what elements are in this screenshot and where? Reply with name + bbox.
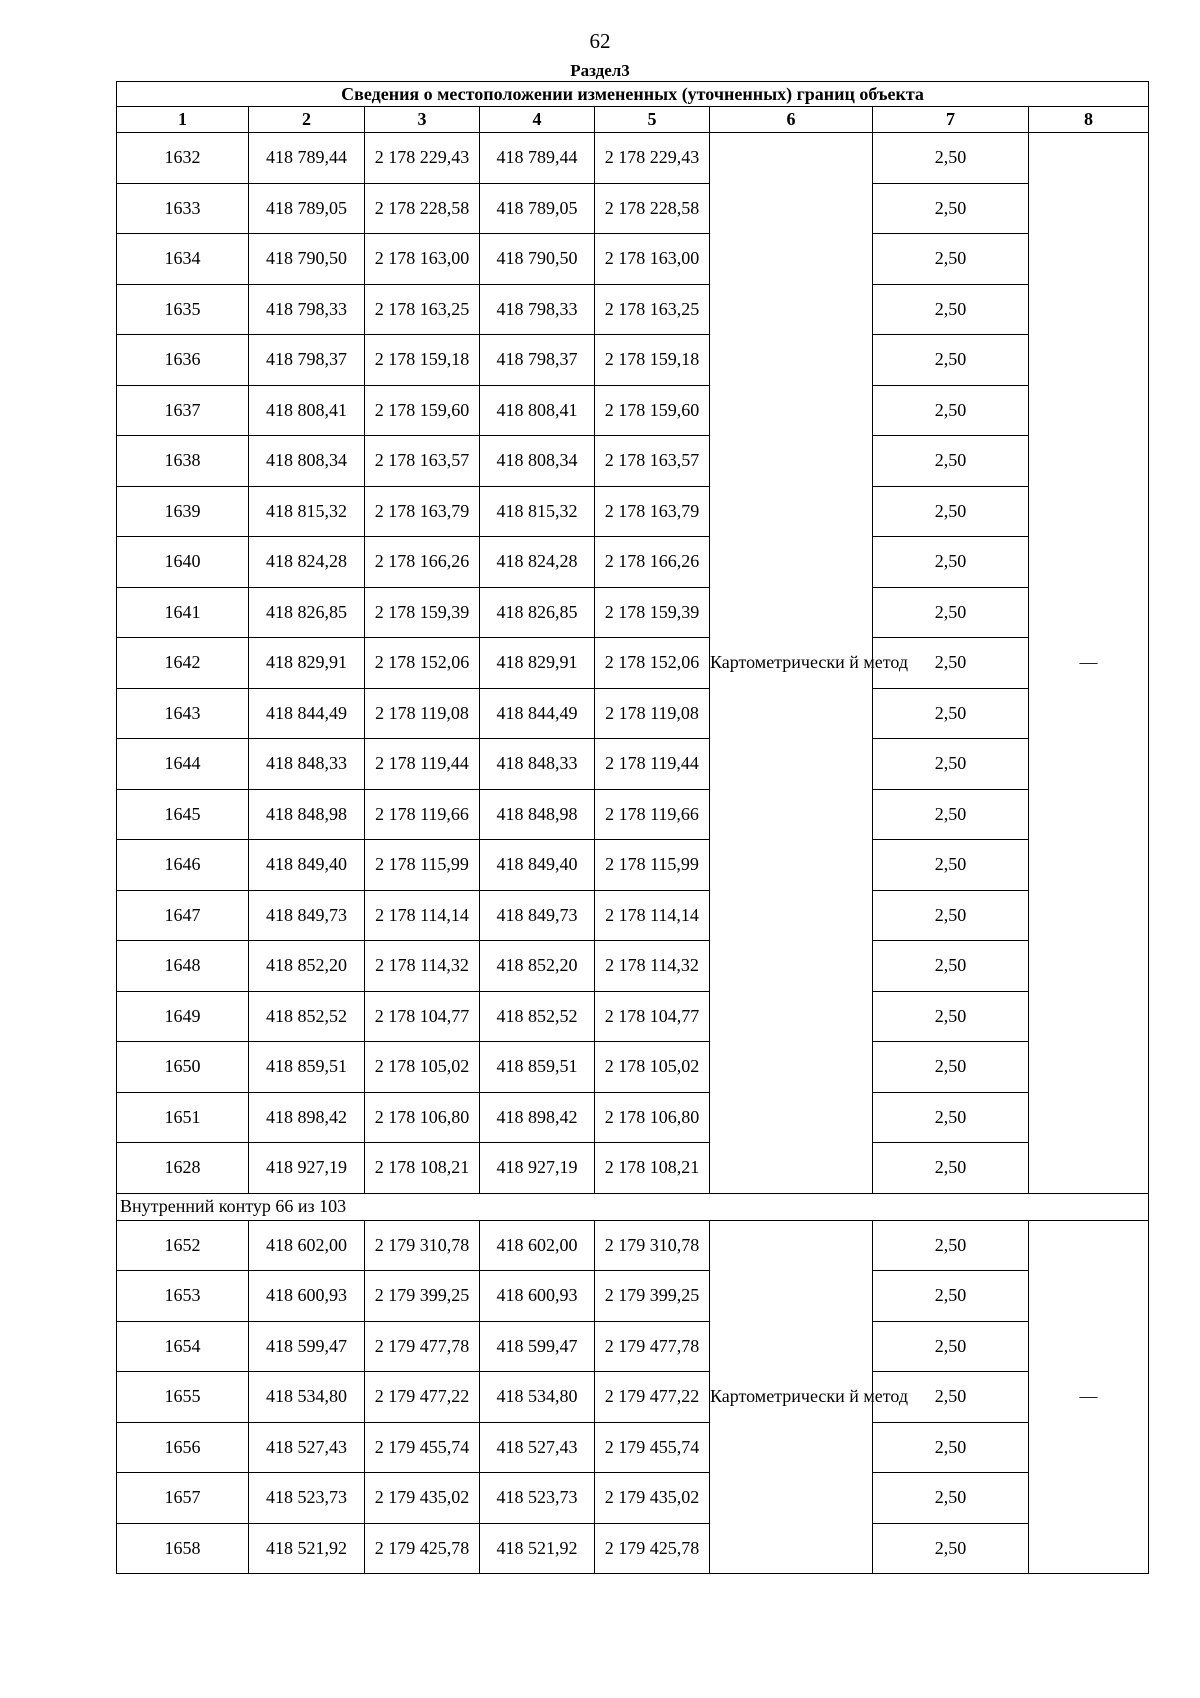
table-row <box>117 133 1149 184</box>
x-existing-cell: 418 826,85 <box>249 587 365 638</box>
point-number-cell: 1658 <box>117 1523 249 1574</box>
accuracy-cell: 2,50 <box>873 1092 1029 1143</box>
point-number-cell: 1654 <box>117 1321 249 1372</box>
x-new-cell: 418 824,28 <box>480 537 595 588</box>
accuracy-cell: 2,50 <box>873 789 1029 840</box>
accuracy-cell: 2,50 <box>873 1523 1029 1574</box>
x-new-cell: 418 849,40 <box>480 840 595 891</box>
y-new-cell: 2 178 229,43 <box>595 133 710 184</box>
point-number-cell: 1650 <box>117 1042 249 1093</box>
accuracy-cell: 2,50 <box>873 1271 1029 1322</box>
x-new-cell: 418 600,93 <box>480 1271 595 1322</box>
accuracy-cell: 2,50 <box>873 638 1029 689</box>
x-existing-cell: 418 815,32 <box>249 486 365 537</box>
table-row <box>117 890 1149 941</box>
table-row <box>117 840 1149 891</box>
x-new-cell: 418 527,43 <box>480 1422 595 1473</box>
accuracy-cell: 2,50 <box>873 587 1029 638</box>
x-existing-cell: 418 798,37 <box>249 335 365 386</box>
accuracy-cell: 2,50 <box>873 991 1029 1042</box>
point-number-cell: 1645 <box>117 789 249 840</box>
x-existing-cell: 418 808,34 <box>249 436 365 487</box>
y-existing-cell: 2 178 159,18 <box>365 335 480 386</box>
point-number-cell: 1633 <box>117 183 249 234</box>
y-new-cell: 2 179 477,78 <box>595 1321 710 1372</box>
accuracy-cell: 2,50 <box>873 335 1029 386</box>
y-new-cell: 2 179 399,25 <box>595 1271 710 1322</box>
x-existing-cell: 418 859,51 <box>249 1042 365 1093</box>
point-number-cell: 1640 <box>117 537 249 588</box>
y-existing-cell: 2 178 115,99 <box>365 840 480 891</box>
table-row <box>117 1422 1149 1473</box>
point-number-cell: 1637 <box>117 385 249 436</box>
y-new-cell: 2 179 477,22 <box>595 1372 710 1423</box>
accuracy-cell: 2,50 <box>873 234 1029 285</box>
point-number-cell: 1651 <box>117 1092 249 1143</box>
table-row <box>117 941 1149 992</box>
point-number-cell: 1635 <box>117 284 249 335</box>
y-existing-cell: 2 178 119,66 <box>365 789 480 840</box>
accuracy-cell: 2,50 <box>873 436 1029 487</box>
table-row <box>117 1042 1149 1093</box>
y-existing-cell: 2 178 104,77 <box>365 991 480 1042</box>
column-number: 2 <box>249 107 365 133</box>
y-new-cell: 2 178 163,25 <box>595 284 710 335</box>
table-caption: Сведения о местоположении измененных (уточненных) границ объекта <box>117 82 1149 107</box>
point-number-cell: 1655 <box>117 1372 249 1423</box>
x-existing-cell: 418 527,43 <box>249 1422 365 1473</box>
x-new-cell: 418 523,73 <box>480 1473 595 1524</box>
contour-label: Внутренний контур 66 из 103 <box>117 1193 1149 1220</box>
point-number-cell: 1647 <box>117 890 249 941</box>
table-row <box>117 1271 1149 1322</box>
accuracy-cell: 2,50 <box>873 1422 1029 1473</box>
accuracy-cell: 2,50 <box>873 1220 1029 1271</box>
y-existing-cell: 2 178 152,06 <box>365 638 480 689</box>
y-new-cell: 2 178 159,39 <box>595 587 710 638</box>
accuracy-cell: 2,50 <box>873 1372 1029 1423</box>
x-existing-cell: 418 848,33 <box>249 739 365 790</box>
y-existing-cell: 2 178 119,44 <box>365 739 480 790</box>
x-new-cell: 418 826,85 <box>480 587 595 638</box>
x-new-cell: 418 789,44 <box>480 133 595 184</box>
x-existing-cell: 418 844,49 <box>249 688 365 739</box>
point-number-cell: 1642 <box>117 638 249 689</box>
y-existing-cell: 2 178 229,43 <box>365 133 480 184</box>
x-new-cell: 418 599,47 <box>480 1321 595 1372</box>
y-new-cell: 2 178 104,77 <box>595 991 710 1042</box>
column-number: 5 <box>595 107 710 133</box>
x-existing-cell: 418 829,91 <box>249 638 365 689</box>
table-row <box>117 1321 1149 1372</box>
y-existing-cell: 2 179 435,02 <box>365 1473 480 1524</box>
point-number-cell: 1632 <box>117 133 249 184</box>
y-existing-cell: 2 178 106,80 <box>365 1092 480 1143</box>
x-existing-cell: 418 790,50 <box>249 234 365 285</box>
accuracy-cell: 2,50 <box>873 1143 1029 1194</box>
y-new-cell: 2 178 159,18 <box>595 335 710 386</box>
y-existing-cell: 2 178 163,00 <box>365 234 480 285</box>
page-number: 62 <box>589 29 611 53</box>
y-existing-cell: 2 179 477,22 <box>365 1372 480 1423</box>
point-number-cell: 1646 <box>117 840 249 891</box>
accuracy-cell: 2,50 <box>873 688 1029 739</box>
y-new-cell: 2 178 106,80 <box>595 1092 710 1143</box>
x-new-cell: 418 790,50 <box>480 234 595 285</box>
x-existing-cell: 418 852,20 <box>249 941 365 992</box>
x-new-cell: 418 898,42 <box>480 1092 595 1143</box>
table-row <box>117 1220 1149 1271</box>
table-row <box>117 284 1149 335</box>
table-body <box>117 133 1149 1574</box>
point-number-cell: 1634 <box>117 234 249 285</box>
table-row <box>117 991 1149 1042</box>
y-new-cell: 2 179 310,78 <box>595 1220 710 1271</box>
y-existing-cell: 2 178 105,02 <box>365 1042 480 1093</box>
point-number-cell: 1648 <box>117 941 249 992</box>
y-existing-cell: 2 178 159,60 <box>365 385 480 436</box>
y-existing-cell: 2 178 159,39 <box>365 587 480 638</box>
x-existing-cell: 418 521,92 <box>249 1523 365 1574</box>
point-number-cell: 1638 <box>117 436 249 487</box>
y-new-cell: 2 178 114,32 <box>595 941 710 992</box>
accuracy-cell: 2,50 <box>873 183 1029 234</box>
y-new-cell: 2 178 163,57 <box>595 436 710 487</box>
y-new-cell: 2 179 425,78 <box>595 1523 710 1574</box>
x-existing-cell: 418 824,28 <box>249 537 365 588</box>
x-new-cell: 418 852,20 <box>480 941 595 992</box>
y-new-cell: 2 179 455,74 <box>595 1422 710 1473</box>
boundary-coordinates-table <box>116 81 1149 1574</box>
accuracy-cell: 2,50 <box>873 739 1029 790</box>
table-row <box>117 638 1149 689</box>
y-existing-cell: 2 178 228,58 <box>365 183 480 234</box>
accuracy-cell: 2,50 <box>873 840 1029 891</box>
x-existing-cell: 418 602,00 <box>249 1220 365 1271</box>
y-existing-cell: 2 178 108,21 <box>365 1143 480 1194</box>
y-existing-cell: 2 178 114,14 <box>365 890 480 941</box>
column-8-cell: — <box>1029 133 1149 1194</box>
x-existing-cell: 418 852,52 <box>249 991 365 1042</box>
column-8-cell: — <box>1029 1220 1149 1574</box>
contour-header-row <box>117 1193 1149 1220</box>
x-existing-cell: 418 798,33 <box>249 284 365 335</box>
x-new-cell: 418 848,33 <box>480 739 595 790</box>
point-number-cell: 1657 <box>117 1473 249 1524</box>
column-number: 7 <box>873 107 1029 133</box>
x-existing-cell: 418 789,44 <box>249 133 365 184</box>
table-row <box>117 1092 1149 1143</box>
point-number-cell: 1636 <box>117 335 249 386</box>
y-new-cell: 2 178 159,60 <box>595 385 710 436</box>
x-new-cell: 418 798,37 <box>480 335 595 386</box>
table-row <box>117 183 1149 234</box>
section-title: Раздел3 <box>570 61 630 80</box>
y-existing-cell: 2 179 425,78 <box>365 1523 480 1574</box>
x-new-cell: 418 808,41 <box>480 385 595 436</box>
point-number-cell: 1649 <box>117 991 249 1042</box>
x-new-cell: 418 852,52 <box>480 991 595 1042</box>
y-new-cell: 2 178 166,26 <box>595 537 710 588</box>
y-new-cell: 2 178 115,99 <box>595 840 710 891</box>
y-existing-cell: 2 179 399,25 <box>365 1271 480 1322</box>
y-existing-cell: 2 178 163,79 <box>365 486 480 537</box>
accuracy-cell: 2,50 <box>873 1321 1029 1372</box>
table-row <box>117 688 1149 739</box>
y-new-cell: 2 178 119,44 <box>595 739 710 790</box>
x-existing-cell: 418 789,05 <box>249 183 365 234</box>
y-new-cell: 2 178 108,21 <box>595 1143 710 1194</box>
y-new-cell: 2 178 152,06 <box>595 638 710 689</box>
column-number: 8 <box>1029 107 1149 133</box>
x-existing-cell: 418 599,47 <box>249 1321 365 1372</box>
x-existing-cell: 418 898,42 <box>249 1092 365 1143</box>
table-row <box>117 789 1149 840</box>
y-existing-cell: 2 178 166,26 <box>365 537 480 588</box>
table-row <box>117 1143 1149 1194</box>
table-row <box>117 436 1149 487</box>
x-existing-cell: 418 849,73 <box>249 890 365 941</box>
x-new-cell: 418 789,05 <box>480 183 595 234</box>
accuracy-cell: 2,50 <box>873 486 1029 537</box>
point-number-cell: 1653 <box>117 1271 249 1322</box>
x-new-cell: 418 815,32 <box>480 486 595 537</box>
y-new-cell: 2 178 163,00 <box>595 234 710 285</box>
x-existing-cell: 418 600,93 <box>249 1271 365 1322</box>
table-row <box>117 234 1149 285</box>
y-existing-cell: 2 178 163,25 <box>365 284 480 335</box>
x-new-cell: 418 521,92 <box>480 1523 595 1574</box>
column-number: 3 <box>365 107 480 133</box>
x-existing-cell: 418 808,41 <box>249 385 365 436</box>
table-row <box>117 1523 1149 1574</box>
accuracy-cell: 2,50 <box>873 1042 1029 1093</box>
accuracy-cell: 2,50 <box>873 1473 1029 1524</box>
y-existing-cell: 2 179 310,78 <box>365 1220 480 1271</box>
x-new-cell: 418 844,49 <box>480 688 595 739</box>
x-existing-cell: 418 848,98 <box>249 789 365 840</box>
point-number-cell: 1656 <box>117 1422 249 1473</box>
x-existing-cell: 418 927,19 <box>249 1143 365 1194</box>
table-row <box>117 385 1149 436</box>
x-existing-cell: 418 534,80 <box>249 1372 365 1423</box>
y-new-cell: 2 178 119,08 <box>595 688 710 739</box>
x-new-cell: 418 829,91 <box>480 638 595 689</box>
x-existing-cell: 418 849,40 <box>249 840 365 891</box>
y-existing-cell: 2 178 119,08 <box>365 688 480 739</box>
x-new-cell: 418 927,19 <box>480 1143 595 1194</box>
y-new-cell: 2 179 435,02 <box>595 1473 710 1524</box>
y-new-cell: 2 178 228,58 <box>595 183 710 234</box>
table-row <box>117 486 1149 537</box>
x-new-cell: 418 808,34 <box>480 436 595 487</box>
y-new-cell: 2 178 163,79 <box>595 486 710 537</box>
x-new-cell: 418 848,98 <box>480 789 595 840</box>
accuracy-cell: 2,50 <box>873 537 1029 588</box>
point-number-cell: 1644 <box>117 739 249 790</box>
column-number: 4 <box>480 107 595 133</box>
accuracy-cell: 2,50 <box>873 941 1029 992</box>
accuracy-cell: 2,50 <box>873 284 1029 335</box>
y-new-cell: 2 178 119,66 <box>595 789 710 840</box>
y-existing-cell: 2 178 114,32 <box>365 941 480 992</box>
column-number: 6 <box>710 107 873 133</box>
x-new-cell: 418 602,00 <box>480 1220 595 1271</box>
point-number-cell: 1628 <box>117 1143 249 1194</box>
method-cell: Картометрически й метод <box>710 1220 873 1574</box>
point-number-cell: 1639 <box>117 486 249 537</box>
x-new-cell: 418 534,80 <box>480 1372 595 1423</box>
x-existing-cell: 418 523,73 <box>249 1473 365 1524</box>
x-new-cell: 418 798,33 <box>480 284 595 335</box>
table-row <box>117 1372 1149 1423</box>
accuracy-cell: 2,50 <box>873 890 1029 941</box>
method-cell: Картометрически й метод <box>710 133 873 1194</box>
table-row <box>117 537 1149 588</box>
y-new-cell: 2 178 114,14 <box>595 890 710 941</box>
y-new-cell: 2 178 105,02 <box>595 1042 710 1093</box>
point-number-cell: 1643 <box>117 688 249 739</box>
column-number: 1 <box>117 107 249 133</box>
table-row <box>117 587 1149 638</box>
accuracy-cell: 2,50 <box>873 385 1029 436</box>
point-number-cell: 1641 <box>117 587 249 638</box>
y-existing-cell: 2 179 477,78 <box>365 1321 480 1372</box>
point-number-cell: 1652 <box>117 1220 249 1271</box>
y-existing-cell: 2 178 163,57 <box>365 436 480 487</box>
accuracy-cell: 2,50 <box>873 133 1029 184</box>
table-row <box>117 1473 1149 1524</box>
x-new-cell: 418 859,51 <box>480 1042 595 1093</box>
x-new-cell: 418 849,73 <box>480 890 595 941</box>
table-row <box>117 739 1149 790</box>
y-existing-cell: 2 179 455,74 <box>365 1422 480 1473</box>
table-row <box>117 335 1149 386</box>
